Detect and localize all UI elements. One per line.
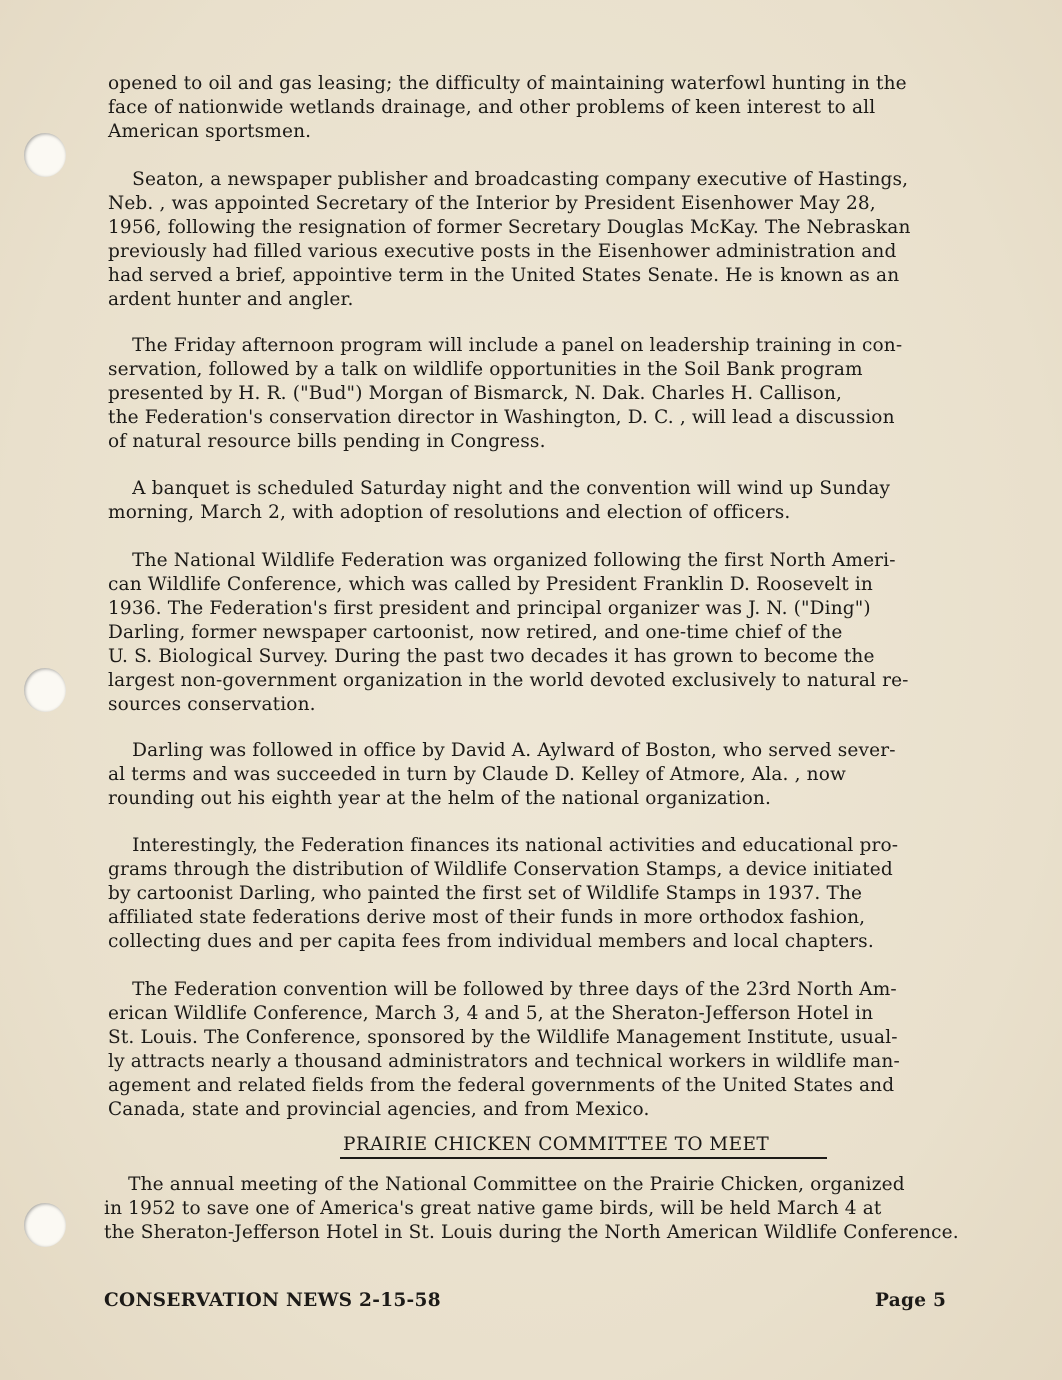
footer-publication: CONSERVATION NEWS 2-15-58 [104, 1290, 441, 1311]
paragraph-conference [108, 978, 1008, 1122]
binder-hole-middle [24, 668, 66, 712]
footer-page-number: Page 5 [875, 1290, 947, 1311]
text-line: 1956, following the resignation of former Secretary Douglas McKay. The Nebraskan [108, 217, 911, 238]
paragraph-friday-program [108, 334, 1008, 454]
text-line: 1936. The Federation's first president and principal organizer was J. N. ("Ding") [108, 598, 871, 619]
text-line: the Federation's conservation director in Washington, D. C. , will lead a discussion [108, 407, 895, 428]
text-line: by cartoonist Darling, who painted the first set of Wildlife Stamps in 1937. The [108, 883, 863, 904]
text-line: morning, March 2, with adoption of resolutions and election of officers. [108, 502, 791, 523]
text-line: Darling, former newspaper cartoonist, now retired, and one-time chief of the [108, 622, 843, 643]
binder-hole-top [24, 133, 66, 177]
text-line: previously had filled various executive posts in the Eisenhower administration and [108, 241, 897, 262]
text-line: Darling was followed in office by David A. Aylward of Boston, who served sever- [108, 740, 896, 761]
text-line: Interestingly, the Federation finances its national activities and educational pro- [108, 835, 899, 856]
text-line: ly attracts nearly a thousand administrators and technical workers in wildlife man- [108, 1051, 900, 1072]
section-heading: PRAIRIE CHICKEN COMMITTEE TO MEET [340, 1133, 827, 1159]
text-line: can Wildlife Conference, which was called by President Franklin D. Roosevelt in [108, 574, 874, 595]
text-line: opened to oil and gas leasing; the difficulty of maintaining waterfowl hunting in the [108, 73, 907, 94]
text-line: grams through the distribution of Wildlife Conservation Stamps, a device initiated [108, 859, 893, 880]
text-line: collecting dues and per capita fees from individual members and local chapters. [108, 931, 874, 952]
text-line: The Friday afternoon program will include a panel on leadership training in con- [108, 335, 903, 356]
paragraph-continued [108, 72, 1008, 144]
binder-hole-bottom [24, 1203, 66, 1247]
text-line: rounding out his eighth year at the helm of the national organization. [108, 788, 771, 809]
text-line: affiliated state federations derive most of their funds in more orthodox fashion, [108, 907, 866, 928]
text-line: sources conservation. [108, 694, 316, 715]
text-line: agement and related fields from the federal governments of the United States and [108, 1075, 895, 1096]
text-line: The National Wildlife Federation was organized following the first North Ameri- [108, 550, 896, 571]
text-line: al terms and was succeeded in turn by Claude D. Kelley of Atmore, Ala. , now [108, 764, 846, 785]
text-line: presented by H. R. ("Bud") Morgan of Bismarck, N. Dak. Charles H. Callison, [108, 383, 843, 404]
text-line: A banquet is scheduled Saturday night and the convention will wind up Sunday [108, 478, 891, 499]
text-line: ardent hunter and angler. [108, 289, 354, 310]
text-line: The annual meeting of the National Committee on the Prairie Chicken, organized [104, 1174, 905, 1195]
text-line: Canada, state and provincial agencies, and from Mexico. [108, 1099, 650, 1120]
paragraph-prairie-chicken [104, 1173, 1004, 1245]
text-line: erican Wildlife Conference, March 3, 4 and 5, at the Sheraton-Jefferson Hotel in [108, 1003, 874, 1024]
paragraph-seaton [108, 168, 1008, 312]
text-line: had served a brief, appointive term in the United States Senate. He is known as an [108, 265, 900, 286]
text-line: The Federation convention will be followed by three days of the 23rd North Am- [108, 979, 897, 1000]
paragraph-banquet [108, 477, 1008, 525]
text-line: face of nationwide wetlands drainage, and other problems of keen interest to all [108, 97, 876, 118]
text-line: the Sheraton-Jefferson Hotel in St. Louis during the North American Wildlife Conference. [104, 1222, 959, 1243]
paragraph-finances [108, 834, 1008, 954]
text-line: Seaton, a newspaper publisher and broadcasting company executive of Hastings, [108, 169, 909, 190]
paragraph-federation-history [108, 549, 1008, 717]
text-line: largest non-government organization in the world devoted exclusively to natural re- [108, 670, 909, 691]
text-line: American sportsmen. [108, 121, 312, 142]
paragraph-darling-successors [108, 739, 1008, 811]
text-line: St. Louis. The Conference, sponsored by the Wildlife Management Institute, usual- [108, 1027, 898, 1048]
text-line: Neb. , was appointed Secretary of the Interior by President Eisenhower May 28, [108, 193, 876, 214]
text-line: U. S. Biological Survey. During the past two decades it has grown to become the [108, 646, 875, 667]
text-line: of natural resource bills pending in Congress. [108, 431, 546, 452]
text-line: in 1952 to save one of America's great native game birds, will be held March 4 at [104, 1198, 882, 1219]
text-line: servation, followed by a talk on wildlife opportunities in the Soil Bank program [108, 359, 863, 380]
